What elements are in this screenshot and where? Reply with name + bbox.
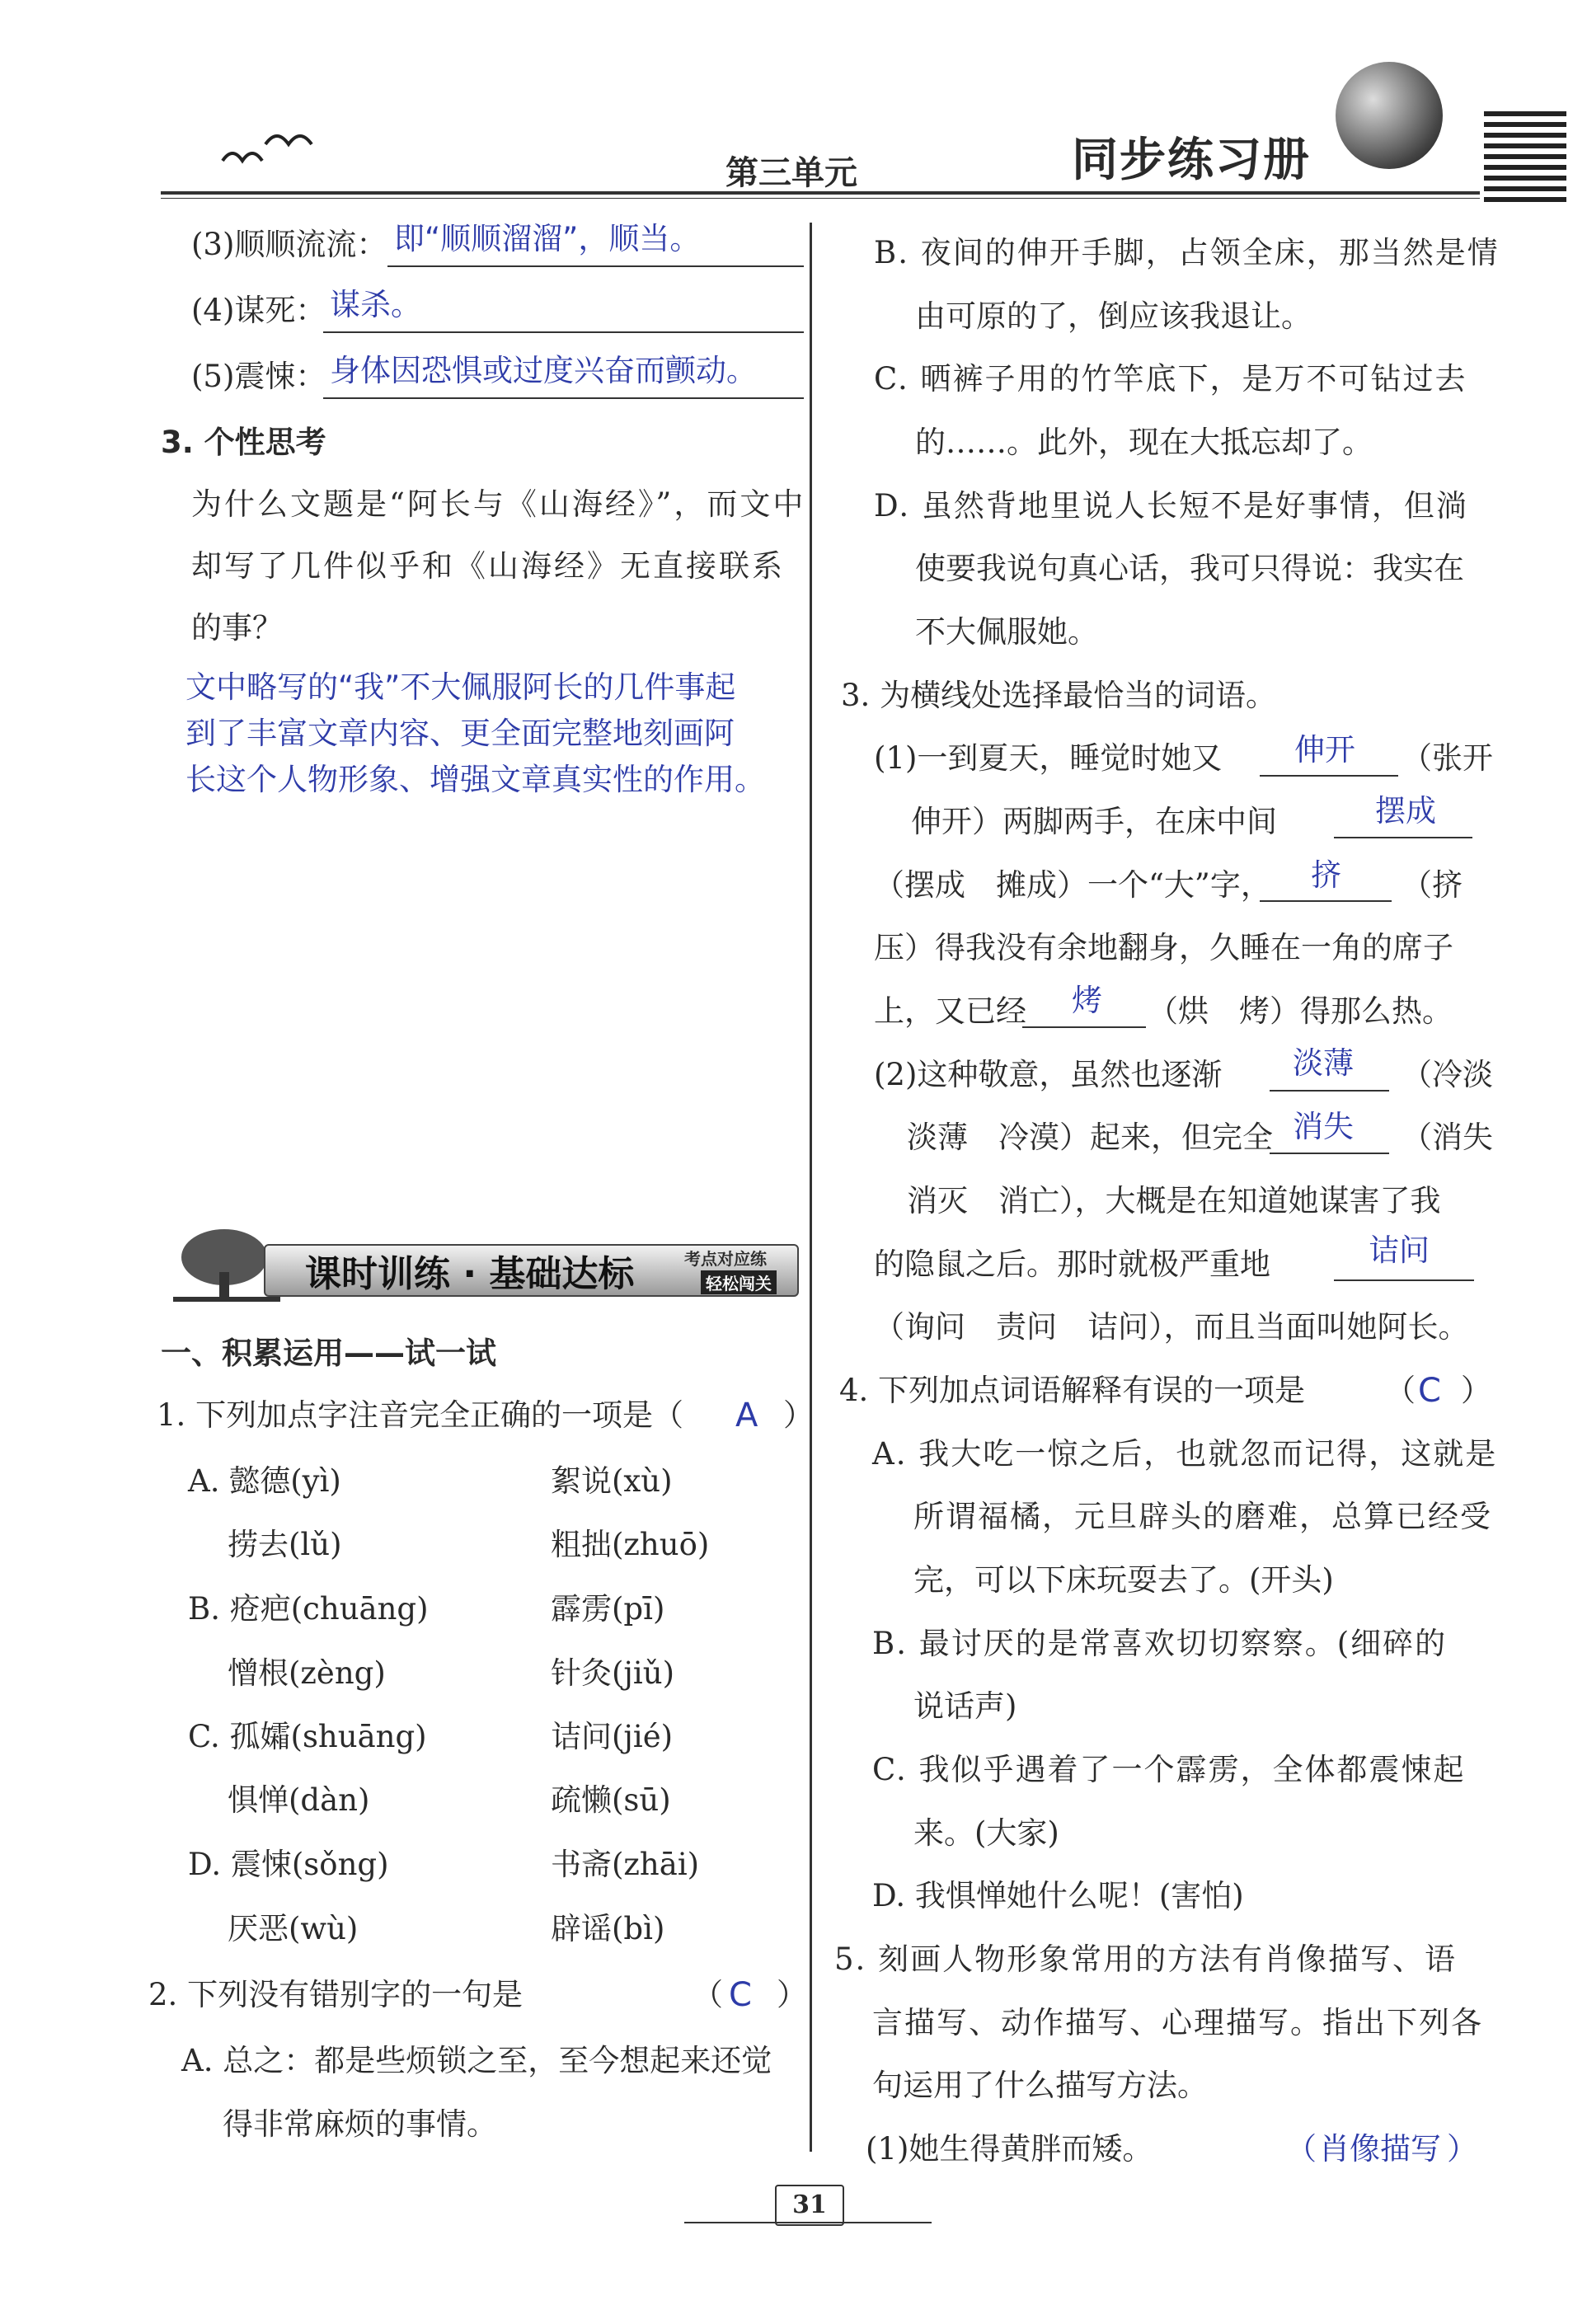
q1-option: 霹雳(pī) bbox=[551, 1591, 665, 1627]
blank-line bbox=[1260, 900, 1392, 902]
q1-option: C. 孤孀(shuāng) bbox=[188, 1719, 427, 1754]
q1-stem: 1. 下列加点字注音完全正确的一项是（ bbox=[157, 1397, 684, 1433]
section-heading: 一、积累运用——试一试 bbox=[161, 1336, 496, 1371]
q5-1-open: （ bbox=[1286, 2131, 1317, 2167]
q1-option: 厌恶(wù) bbox=[228, 1911, 359, 1946]
q2-option-a: 得非常麻烦的事情。 bbox=[223, 2106, 497, 2142]
q3-answer-line: 长这个人物形象、增强文章真实性的作用。 bbox=[185, 762, 765, 797]
q2-stem: 2. 下列没有错别字的一句是 bbox=[148, 1977, 524, 2012]
q3-stem: 3. 为横线处选择最恰当的词语。 bbox=[841, 678, 1277, 713]
q4-line: 说话声) bbox=[913, 1688, 1017, 1724]
blank-line bbox=[1334, 837, 1472, 838]
q3-blank-answer: 摆成 bbox=[1375, 793, 1436, 829]
q2-option-line: C. 晒裤子用的竹竿底下，是万不可钻过去 bbox=[874, 361, 1467, 397]
q3-text: （烘 烤）得那么热。 bbox=[1148, 993, 1453, 1029]
answer-line bbox=[323, 331, 804, 333]
q3-blank-answer: 消失 bbox=[1293, 1109, 1354, 1144]
q3-blank-answer: 烤 bbox=[1072, 983, 1102, 1018]
q1-option: 针灸(jiǔ) bbox=[551, 1655, 675, 1691]
section-banner bbox=[173, 1224, 796, 1305]
q5-1-close: ） bbox=[1447, 2131, 1477, 2167]
q1-option: D. 震悚(sǒng) bbox=[188, 1847, 389, 1882]
q1-option: 辟谣(bì) bbox=[551, 1911, 665, 1946]
answer-line bbox=[323, 397, 804, 399]
banner-tag: 轻松闯关 bbox=[701, 1270, 777, 1294]
vocab-label: (4)谋死： bbox=[191, 293, 326, 328]
q1-option: 诘问(jié) bbox=[551, 1719, 674, 1754]
q4-line: 来。(大家) bbox=[913, 1815, 1059, 1851]
q4-open: （ bbox=[1385, 1373, 1416, 1408]
blank-line bbox=[1334, 1279, 1474, 1281]
q3-line: 的事？ bbox=[191, 610, 283, 646]
q1-option: A. 懿德(yì) bbox=[188, 1463, 341, 1499]
q1-option: 捞去(lǔ) bbox=[228, 1527, 342, 1562]
q5-1-answer: 肖像描写 bbox=[1319, 2131, 1441, 2167]
column-divider bbox=[810, 223, 812, 2152]
q5-line: 5. 刻画人物形象常用的方法有肖像描写、语 bbox=[834, 1941, 1458, 1977]
q2-option-line: D. 虽然背地里说人长短不是好事情，但淌 bbox=[874, 488, 1468, 523]
q2-option-line: B. 夜间的伸开手脚，占领全床，那当然是情 bbox=[874, 235, 1500, 270]
q1-option: 疏懒(sū) bbox=[551, 1782, 671, 1818]
q3-text: (2)这种敬意，虽然也逐渐 bbox=[874, 1057, 1223, 1092]
book-title: 同步练习册 bbox=[1072, 133, 1311, 187]
q2-option-line: 使要我说句真心话，我可只得说：我实在 bbox=[915, 551, 1464, 586]
q5-1-text: (1)她生得黄胖而矮。 bbox=[866, 2131, 1153, 2167]
q5-line: 句运用了什么描写方法。 bbox=[872, 2068, 1208, 2103]
q3-blank-answer: 淡薄 bbox=[1293, 1045, 1354, 1081]
q4-answer: C bbox=[1418, 1372, 1441, 1410]
q4-line: 所谓福橘，元旦辟头的磨难，总算已经受 bbox=[913, 1499, 1492, 1534]
vocab-label: (3)顺顺流流： bbox=[191, 227, 387, 262]
q2-option-line: 不大佩服她。 bbox=[915, 614, 1098, 650]
answer-line bbox=[387, 265, 804, 267]
unit-title: 第三单元 bbox=[725, 154, 857, 192]
q3-answer-line: 到了丰富文章内容、更全面完整地刻画阿 bbox=[185, 716, 735, 751]
q2-answer: C bbox=[729, 1976, 752, 2014]
banner-title: 课时训练 · 基础达标 bbox=[305, 1253, 635, 1295]
q4-line: A. 我大吃一惊之后，也就忽而记得，这就是 bbox=[872, 1436, 1498, 1472]
q1-option: 书斋(zhāi) bbox=[551, 1847, 700, 1882]
q3-text: 的隐鼠之后。那时就极严重地 bbox=[874, 1247, 1270, 1282]
header-stripes bbox=[1484, 111, 1566, 202]
q3-text: （冷淡 bbox=[1402, 1057, 1493, 1092]
q3-text: （挤 bbox=[1402, 867, 1463, 903]
q3-answer-line: 文中略写的“我”不大佩服阿长的几件事起 bbox=[185, 669, 736, 705]
globe-icon bbox=[1336, 62, 1443, 169]
q4-line: 完，可以下床玩耍去了。(开头) bbox=[913, 1562, 1334, 1598]
q3-text: (1)一到夏天，睡觉时她又 bbox=[874, 740, 1223, 776]
q3-text: （张开 bbox=[1402, 740, 1493, 776]
q1-close: ） bbox=[783, 1397, 814, 1433]
q3-blank-answer: 挤 bbox=[1311, 857, 1341, 893]
header-rule-thin bbox=[161, 198, 1480, 199]
q2-option-line: 由可原的了，倒应该我退让。 bbox=[915, 298, 1312, 334]
q1-option: 惧惮(dàn) bbox=[228, 1782, 370, 1818]
vocab-answer: 即“顺顺溜溜”，顺当。 bbox=[394, 221, 701, 256]
q3-text: （消失 bbox=[1402, 1120, 1493, 1155]
vocab-answer: 谋杀。 bbox=[330, 287, 421, 322]
q3-text: 消灭 消亡），大概是在知道她谋害了我 bbox=[907, 1183, 1441, 1218]
q3-line: 为什么文题是“阿长与《山海经》”，而文中 bbox=[191, 486, 806, 522]
q2-open: （ bbox=[693, 1977, 723, 2012]
blank-line bbox=[1260, 775, 1398, 777]
q2-option-line: 的……。此外，现在大抵忘却了。 bbox=[915, 425, 1373, 460]
q3-text: （询问 责问 诘问），而且当面叫她阿长。 bbox=[874, 1309, 1469, 1345]
q3-line: 却写了几件似乎和《山海经》无直接联系 bbox=[191, 548, 785, 584]
q5-line: 言描写、动作描写、心理描写。指出下列各 bbox=[872, 2005, 1483, 2040]
q1-option: 粗拙(zhuō) bbox=[551, 1527, 710, 1562]
q2-option-a: A. 总之：都是些烦锁之至，至今想起来还觉 bbox=[181, 2043, 772, 2078]
q1-option: B. 疮疤(chuāng) bbox=[188, 1591, 429, 1627]
q3-blank-answer: 诘问 bbox=[1369, 1232, 1430, 1268]
q3-heading: 3. 个性思考 bbox=[161, 425, 326, 460]
birds-icon bbox=[214, 124, 313, 181]
banner-subtitle: 考点对应练 bbox=[684, 1249, 767, 1269]
blank-line bbox=[1270, 1090, 1389, 1092]
q3-blank-answer: 伸开 bbox=[1294, 732, 1355, 768]
blank-line bbox=[1270, 1153, 1389, 1154]
blank-line bbox=[1022, 1026, 1146, 1028]
q1-answer: A bbox=[735, 1397, 758, 1434]
vocab-label: (5)震悚： bbox=[191, 359, 326, 394]
q4-stem: 4. 下列加点词语解释有误的一项是 bbox=[839, 1373, 1306, 1408]
q3-text: 伸开）两脚两手，在床中间 bbox=[911, 804, 1277, 839]
q1-option: 絮说(xù) bbox=[551, 1463, 673, 1499]
q1-option: 憎根(zèng) bbox=[228, 1655, 386, 1691]
vocab-answer: 身体因恐惧或过度兴奋而颤动。 bbox=[330, 353, 757, 388]
q2-close: ） bbox=[777, 1977, 807, 2012]
page-number: 31 bbox=[775, 2185, 844, 2226]
q3-text: 上，又已经 bbox=[874, 993, 1026, 1029]
q4-line: B. 最讨厌的是常喜欢切切察察。(细碎的 bbox=[872, 1626, 1448, 1661]
q3-text: 淡薄 冷漠）起来，但完全 bbox=[907, 1120, 1273, 1155]
q4-line: C. 我似乎遇着了一个霹雳，全体都震悚起 bbox=[872, 1752, 1466, 1787]
q4-close: ） bbox=[1461, 1373, 1491, 1408]
q3-text: 压）得我没有余地翻身，久睡在一角的席子 bbox=[874, 930, 1453, 965]
q3-text: （摆成 摊成）一个“大”字， bbox=[874, 867, 1271, 903]
q4-line: D. 我惧惮她什么呢！(害怕) bbox=[872, 1878, 1244, 1913]
